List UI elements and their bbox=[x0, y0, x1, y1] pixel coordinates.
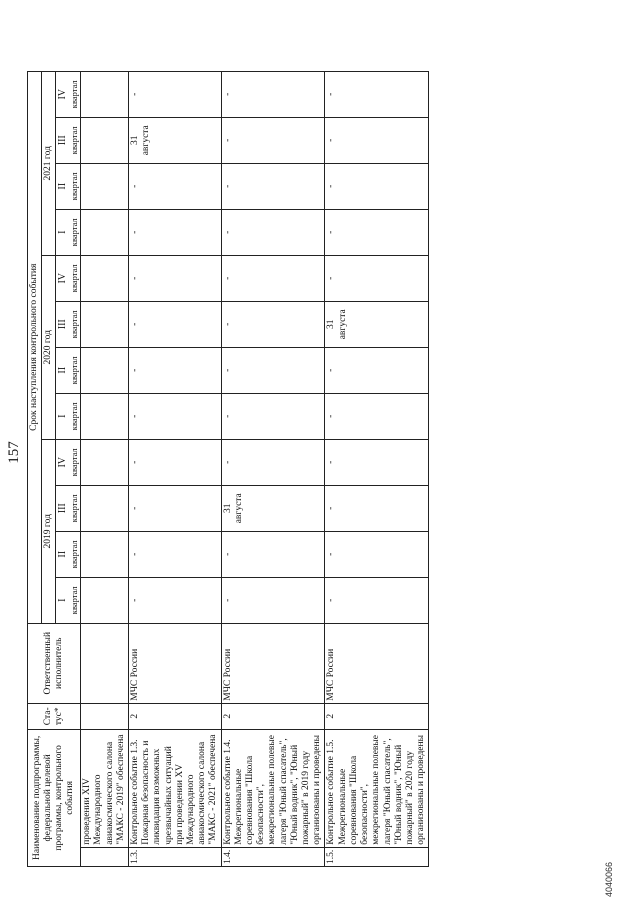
deadline-cell: - bbox=[221, 117, 325, 163]
row-number: 1.5. bbox=[325, 847, 429, 866]
deadline-cell: - bbox=[129, 255, 222, 301]
table-body bbox=[81, 71, 429, 866]
quarter-header bbox=[56, 347, 81, 393]
deadline-cell: - bbox=[221, 301, 325, 347]
deadline-cell: - bbox=[129, 531, 222, 577]
deadline-cell: - bbox=[221, 71, 325, 117]
event-status bbox=[81, 703, 129, 729]
year-2021-header: 2021 год bbox=[42, 71, 56, 255]
event-executor: МЧС России bbox=[129, 623, 222, 703]
table-row bbox=[221, 71, 325, 866]
deadline-cell: - bbox=[129, 439, 222, 485]
quarter-header bbox=[56, 163, 81, 209]
deadline-cell: - bbox=[129, 347, 222, 393]
deadline-cell: - bbox=[221, 439, 325, 485]
quarter-word: квартал bbox=[69, 80, 80, 109]
deadline-cell bbox=[81, 531, 129, 577]
deadline-cell: - bbox=[221, 209, 325, 255]
quarter-roman: III bbox=[57, 503, 69, 514]
deadline-cell: 31 августа bbox=[325, 301, 429, 347]
deadline-cell bbox=[81, 347, 129, 393]
quarter-word: квартал bbox=[69, 126, 80, 155]
quarter-word: квартал bbox=[69, 494, 80, 523]
quarter-header bbox=[56, 209, 81, 255]
quarter-word: квартал bbox=[69, 310, 80, 339]
quarter-header bbox=[56, 577, 81, 623]
quarter-roman: IV bbox=[57, 272, 69, 284]
deadline-cell: 31 августа bbox=[221, 485, 325, 531]
quarter-roman: I bbox=[57, 414, 69, 418]
quarter-roman: II bbox=[57, 550, 69, 558]
quarter-header bbox=[56, 301, 81, 347]
event-status: 2 bbox=[221, 703, 325, 729]
quarter-roman: IV bbox=[57, 88, 69, 100]
quarter-roman: II bbox=[57, 366, 69, 374]
deadline-cell: 31 августа bbox=[129, 117, 222, 163]
event-status: 2 bbox=[325, 703, 429, 729]
event-executor bbox=[81, 623, 129, 703]
deadline-column-header: Срок наступления контрольного события bbox=[28, 71, 42, 623]
deadline-cell bbox=[81, 393, 129, 439]
control-events-table bbox=[27, 71, 429, 867]
page-number: 157 bbox=[6, 441, 22, 464]
table-row bbox=[325, 71, 429, 866]
quarter-roman: I bbox=[57, 230, 69, 234]
event-executor: МЧС России bbox=[325, 623, 429, 703]
row-number bbox=[81, 847, 129, 866]
deadline-cell bbox=[81, 439, 129, 485]
quarter-roman: IV bbox=[57, 456, 69, 468]
deadline-cell: - bbox=[325, 117, 429, 163]
deadline-cell: - bbox=[325, 347, 429, 393]
deadline-cell: - bbox=[325, 209, 429, 255]
deadline-cell: - bbox=[221, 577, 325, 623]
deadline-cell: - bbox=[129, 71, 222, 117]
deadline-cell bbox=[81, 577, 129, 623]
status-column-header: Ста-тус* bbox=[28, 703, 81, 729]
quarter-roman: II bbox=[57, 182, 69, 190]
quarter-header bbox=[56, 71, 81, 117]
deadline-cell: - bbox=[221, 255, 325, 301]
event-name: Контрольное событие 1.3. Пожарная безопасность и ликвидация возможных чрезвычайных ситуаций при проведении XV Международного авиакосмического салона "МАКС - 2021" обеспечена bbox=[129, 729, 222, 847]
event-name: Контрольное событие 1.5. Межрегиональные соревнования "Школа безопасности", межрегиональные полевые лагеря "Юный спасатель", "Юный водник", "Юный пожарный" в 2020 году организованы и проведены bbox=[325, 729, 429, 847]
deadline-cell: - bbox=[129, 485, 222, 531]
deadline-cell bbox=[81, 117, 129, 163]
quarter-header bbox=[56, 439, 81, 485]
quarter-word: квартал bbox=[69, 264, 80, 293]
quarter-word: квартал bbox=[69, 172, 80, 201]
deadline-cell bbox=[81, 71, 129, 117]
quarter-header bbox=[56, 117, 81, 163]
quarter-word: квартал bbox=[69, 218, 80, 247]
deadline-cell: - bbox=[129, 209, 222, 255]
deadline-cell: - bbox=[325, 531, 429, 577]
quarter-word: квартал bbox=[69, 448, 80, 477]
deadline-cell bbox=[81, 163, 129, 209]
deadline-cell: - bbox=[325, 71, 429, 117]
deadline-cell: - bbox=[325, 485, 429, 531]
row-number: 1.4. bbox=[221, 847, 325, 866]
event-status: 2 bbox=[129, 703, 222, 729]
deadline-cell: - bbox=[325, 577, 429, 623]
year-2020-header: 2020 год bbox=[42, 255, 56, 439]
quarter-word: квартал bbox=[69, 356, 80, 385]
deadline-cell: - bbox=[325, 393, 429, 439]
table-row bbox=[129, 71, 222, 866]
event-executor: МЧС России bbox=[221, 623, 325, 703]
quarter-header bbox=[56, 485, 81, 531]
quarter-roman: I bbox=[57, 598, 69, 602]
deadline-cell: - bbox=[221, 393, 325, 439]
deadline-cell bbox=[81, 485, 129, 531]
deadline-cell bbox=[81, 255, 129, 301]
deadline-cell: - bbox=[129, 577, 222, 623]
quarter-word: квартал bbox=[69, 402, 80, 431]
deadline-cell: - bbox=[129, 163, 222, 209]
year-2019-header: 2019 год bbox=[42, 439, 56, 623]
deadline-cell bbox=[81, 301, 129, 347]
event-name: Контрольное событие 1.4. Межрегиональные соревнования "Школа безопасности", межрегиональные полевые лагеря "Юный спасатель", "Юный водник", "Юный пожарный" в 2019 году организованы и проведены bbox=[221, 729, 325, 847]
deadline-cell: - bbox=[325, 439, 429, 485]
quarter-roman: III bbox=[57, 135, 69, 146]
quarter-header bbox=[56, 531, 81, 577]
quarter-roman: III bbox=[57, 319, 69, 330]
quarter-header bbox=[56, 255, 81, 301]
document-id: 4040066 bbox=[604, 861, 614, 897]
table-row bbox=[81, 71, 129, 866]
name-column-header: Наименование подпрограммы, федеральной целевой программы, контрольного события bbox=[28, 729, 81, 866]
deadline-cell: - bbox=[221, 163, 325, 209]
deadline-cell: - bbox=[129, 393, 222, 439]
deadline-cell: - bbox=[221, 347, 325, 393]
deadline-cell: - bbox=[325, 255, 429, 301]
quarter-word: квартал bbox=[69, 586, 80, 615]
deadline-cell: - bbox=[325, 163, 429, 209]
quarter-header bbox=[56, 393, 81, 439]
executor-column-header: Ответственный исполнитель bbox=[28, 623, 81, 703]
deadline-cell: - bbox=[129, 301, 222, 347]
quarter-word: квартал bbox=[69, 540, 80, 569]
row-number: 1.3. bbox=[129, 847, 222, 866]
deadline-cell: - bbox=[221, 531, 325, 577]
event-name: проведении XIV Международного авиакосмического салона "МАКС - 2019" обеспечена bbox=[81, 729, 129, 847]
deadline-cell bbox=[81, 209, 129, 255]
